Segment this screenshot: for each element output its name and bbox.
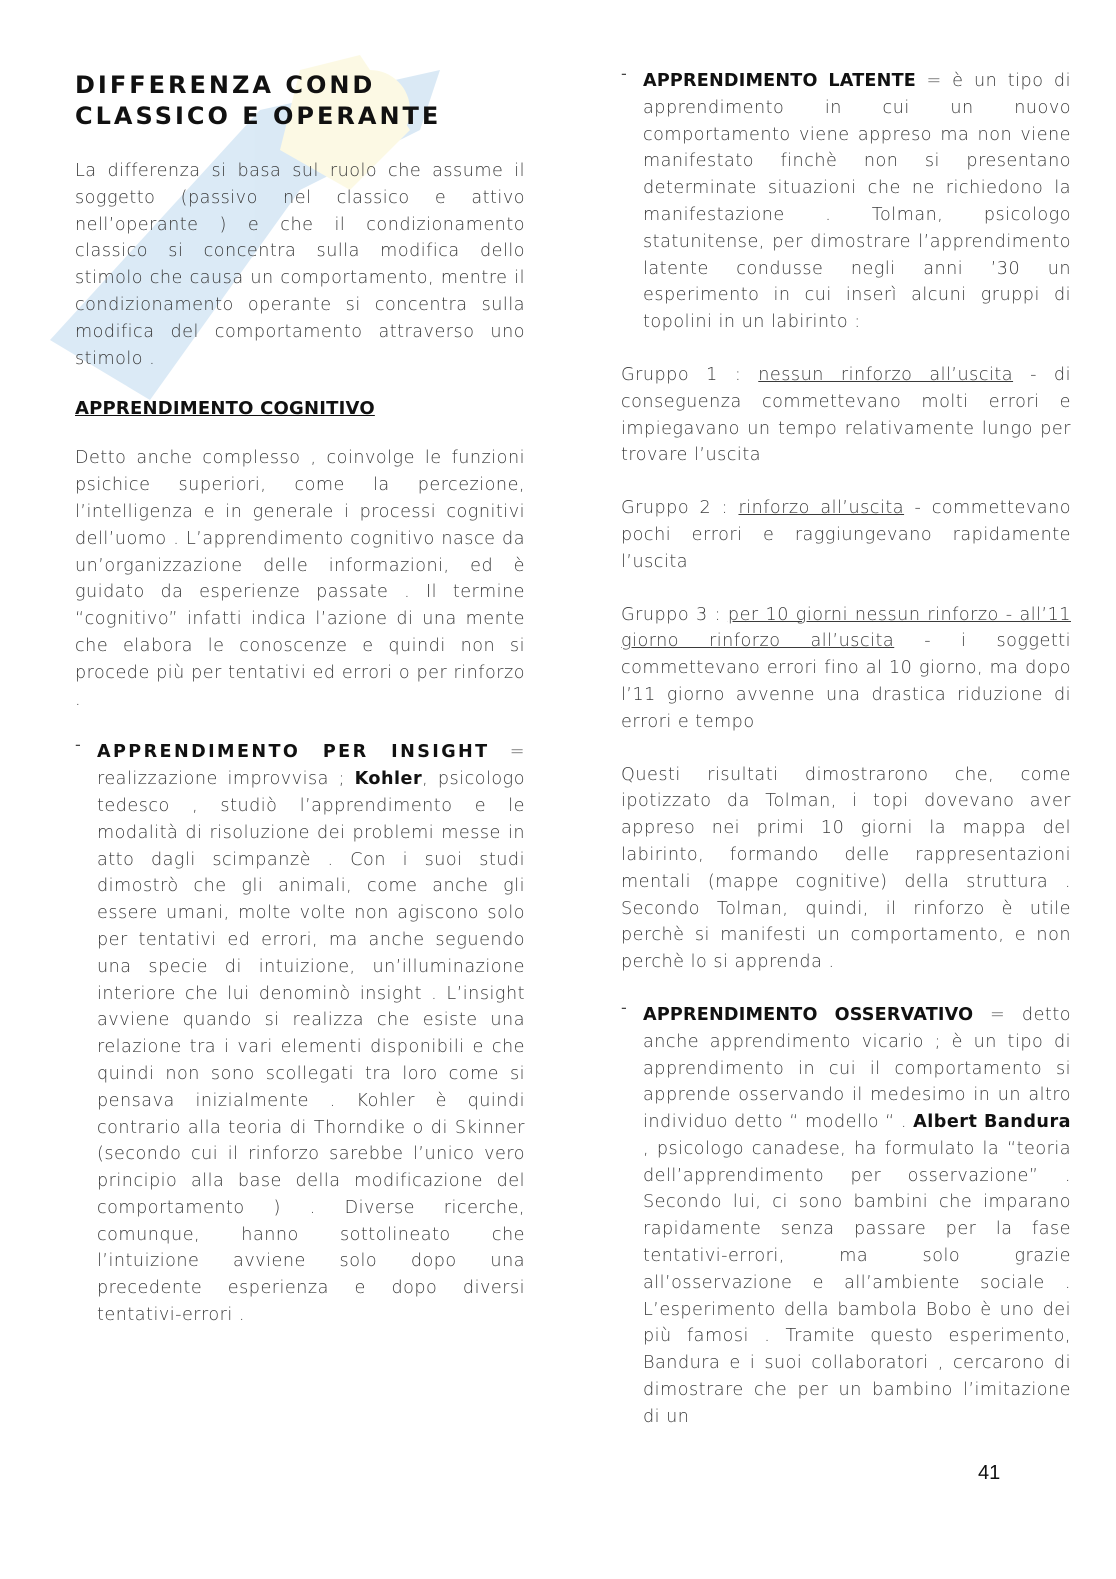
gruppo-1-label: Gruppo 1 : (621, 364, 759, 385)
insight-name: Kohler (354, 769, 423, 790)
gruppo-3-label: Gruppo 3 : (621, 604, 728, 625)
right-column (621, 60, 1071, 1431)
gruppo-2-condition: rinforzo all’uscita (738, 498, 905, 519)
page-number: 41 (978, 1462, 1001, 1484)
bullet-dash: - (621, 997, 627, 1017)
insight-heading: APPRENDIMENTO PER INSIGHT (97, 742, 490, 763)
insight-text-1: = realizzazione improvvisa ; (97, 742, 525, 790)
osservativo-text-2: , psicologo canadese, ha formulato la “teoria dell’apprendimento per osservazione” . Secondo lui, ci sono bambini che imparano rapidamente senza passare per la fase tentativi-errori, ma solo grazie all’osservazione e all’ambiente sociale . L’esperimento della bambola Bobo è uno dei più famosi . Tramite questo esperimento, Bandura e i suoi collaboratori , cercarono di dimostrare che per un bambino l’imitazione di un (643, 1138, 1071, 1427)
intro-paragraph: La differenza si basa sul ruolo che assume il soggetto (passivo nel classico e attivo nell’operante ) e che il condizionamento classico si concentra sulla modifica dello stimolo che causa un comportamento, mentre il condizionamento operante si concentra sulla modifica del comportamento attraverso uno stimolo . (75, 161, 525, 369)
gruppo-2-result: - commettevano pochi errori e raggiungevano rapidamente l’uscita (621, 498, 1071, 572)
gruppo-1 (621, 362, 1071, 469)
osservativo-text-1: = detto anche apprendimento vicario ; è un tipo di apprendimento in cui il comportamento si apprende osservando il medesimo in un altro individuo detto “ modello “ . (643, 1004, 1071, 1133)
list-item-latente (621, 64, 1071, 336)
latente-heading: APPRENDIMENTO LATENTE (643, 71, 916, 91)
cognitivo-paragraph: Detto anche complesso , coinvolge le funzioni psichice superiori, come la percezione, l’intelligenza e in generale i processi cognitivi dell’uomo . L’apprendimento cognitivo nasce da un’organizzazione delle informazioni, ed è guidato da esperienze passate . Il termine “cognitivo” infatti indica l’azione di una mente che elabora le conoscenze e quindi non si procede più per tentativi ed errori o per rinforzo . (75, 448, 525, 710)
list-item-osservativo (621, 997, 1071, 1431)
gruppo-1-condition: nessun rinforzo all’uscita (758, 364, 1014, 385)
gruppo-2 (621, 495, 1071, 575)
section-heading-cognitivo: APPRENDIMENTO COGNITIVO (75, 398, 375, 420)
osservativo-heading: APPRENDIMENTO OSSERVATIVO (643, 1004, 974, 1025)
gruppo-3 (621, 602, 1071, 736)
osservativo-name: Albert Bandura (913, 1112, 1071, 1133)
gruppo-1-result: - di conseguenza commettevano molti errori e impiegavano un tempo relativamente lungo per trovare l’uscita (621, 364, 1071, 466)
insight-text-2: , psicologo tedesco , studiò l’apprendimento e le modalità di risoluzione dei problemi messe in atto dagli scimpanzè . Con i suoi studi dimostrò che gli animali, come anche gli essere umani, molte volte non agiscono solo per tentativi ed errori, ma anche seguendo una specie di intuizione, un’illuminazione interiore che lui denominò insight . L’insight avviene quando si realizza che esiste una relazione tra i vari elementi disponibili e che quindi non sono scollegati tra loro come si pensava inizialmente . Kohler è quindi contrario alla teoria di Thorndike o di Skinner (secondo cui il rinforzo sarebbe l’unico vero principio alla base della modificazione del comportamento ) . Diverse ricerche, comunque, hanno sottolineato che l’intuizione avviene solo dopo una precedente esperienza e dopo diversi tentativi-errori . (97, 769, 525, 1326)
bullet-dash: - (75, 735, 81, 755)
bullet-dash: - (621, 64, 627, 83)
gruppo-2-label: Gruppo 2 : (621, 498, 739, 519)
risultati-paragraph: Questi risultati dimostrarono che, come ipotizzato da Tolman, i topi dovevano aver appreso nei primi 10 giorni la mappa del labirinto, formando delle rappresentazioni mentali (mappe cognitive) della struttura . Secondo Tolman, quindi, il rinforzo è utile perchè si manifesti un comportamento, e non perchè lo si apprenda . (621, 764, 1071, 973)
gruppo-3-result: - i soggetti commettevano errori fino al 10 giorno, ma dopo l’11 giorno avvenne una drastica riduzione di errori e tempo (621, 631, 1071, 732)
list-item-insight (75, 735, 525, 1329)
page-title: DIFFERENZA COND CLASSICO E OPERANTE (75, 71, 442, 130)
left-column (75, 60, 525, 1329)
latente-text: = è un tipo di apprendimento in cui un nuovo comportamento viene appreso ma non viene manifestato finchè non si presentano determinate situazioni che ne richiedono la manifestazione . Tolman, psicologo statunitense, per dimostrare l’apprendimento latente condusse negli anni ’30 un esperimento in cui inserì alcuni gruppi di topolini in un labirinto : (643, 71, 1071, 333)
gruppo-3-condition: per 10 giorni nessun rinforzo - all’11 giorno rinforzo all’uscita (621, 604, 1071, 652)
